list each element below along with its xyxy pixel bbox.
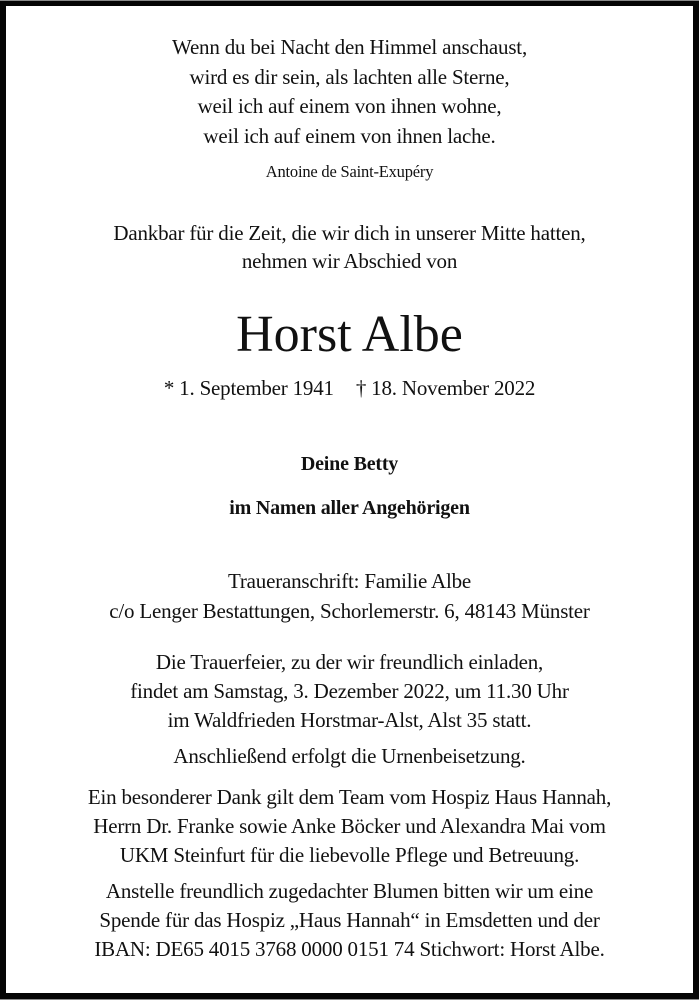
- ceremony-line: im Waldfrieden Horstmar-Alst, Alst 35 statt.: [167, 708, 532, 732]
- death-date: † 18. November 2022: [355, 376, 536, 400]
- burial-note: Anschließend erfolgt die Urnenbeisetzung.: [173, 744, 526, 768]
- intro-line: Dankbar für die Zeit, die wir dich in unserer Mitte hatten,: [113, 221, 586, 245]
- ceremony-line: findet am Samstag, 3. Dezember 2022, um 11.30 Uhr: [130, 679, 569, 703]
- thanks-line: UKM Steinfurt für die liebevolle Pflege und Betreuung.: [119, 843, 580, 867]
- deceased-name: Horst Albe: [236, 306, 463, 363]
- quote-line: weil ich auf einem von ihnen wohne,: [197, 94, 502, 118]
- donation-iban: IBAN: DE65 4015 3768 0000 0151 74 Stichwort: Horst Albe.: [94, 937, 605, 961]
- quote-line: Wenn du bei Nacht den Himmel anschaust,: [172, 35, 527, 59]
- mourner-secondary: im Namen aller Angehörigen: [229, 497, 470, 519]
- quote-author: Antoine de Saint-Exupéry: [265, 162, 434, 181]
- life-dates: [0, 374, 699, 402]
- intro-line: nehmen wir Abschied von: [241, 249, 458, 273]
- thanks-line: Ein besonderer Dank gilt dem Team vom Hospiz Haus Hannah,: [87, 785, 612, 809]
- mourner-primary: Deine Betty: [300, 453, 399, 475]
- thanks-line: Herrn Dr. Franke sowie Anke Böcker und Alexandra Mai vom: [93, 814, 606, 838]
- quote-line: wird es dir sein, als lachten alle Sterne,: [189, 65, 510, 89]
- donation-line: Anstelle freundlich zugedachter Blumen bitten wir um eine: [105, 879, 594, 903]
- address-line: Traueranschrift: Familie Albe: [227, 569, 472, 593]
- quote-line: weil ich auf einem von ihnen lache.: [203, 124, 496, 148]
- address-line: c/o Lenger Bestattungen, Schorlemerstr. 6, 48143 Münster: [109, 599, 590, 623]
- birth-date: * 1. September 1941: [163, 376, 334, 400]
- donation-line: Spende für das Hospiz „Haus Hannah“ in Emsdetten und der: [99, 908, 600, 932]
- ceremony-line: Die Trauerfeier, zu der wir freundlich einladen,: [155, 650, 544, 674]
